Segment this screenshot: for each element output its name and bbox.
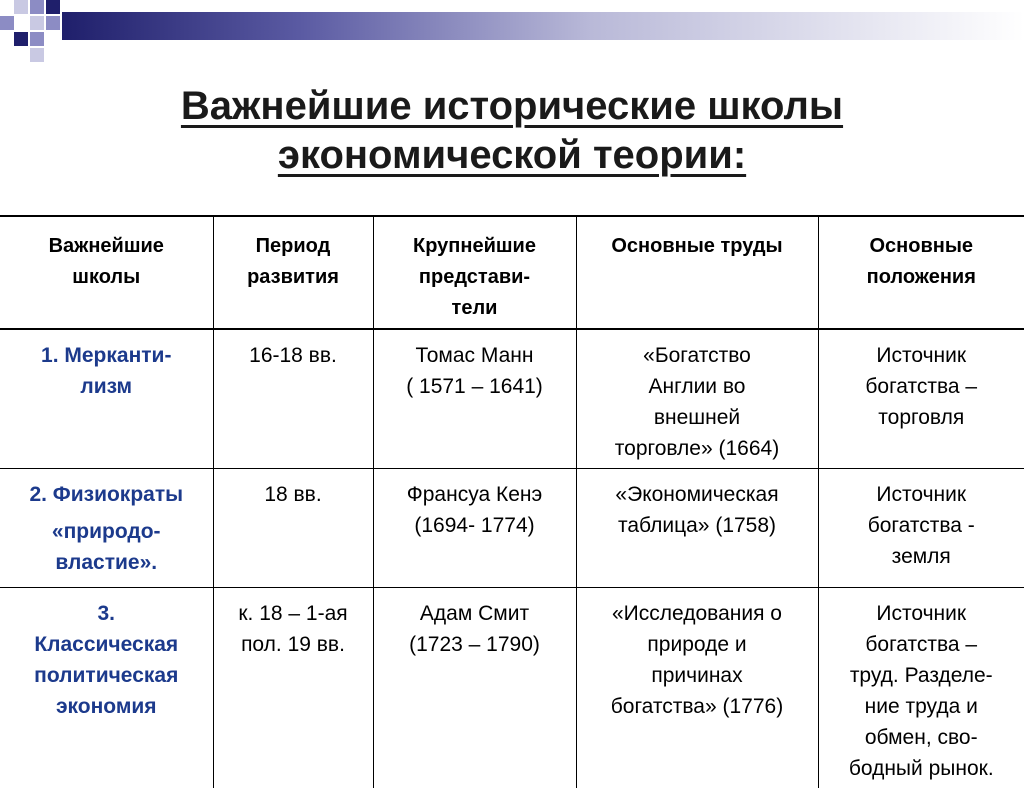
title-line-1: Важнейшие исторические школы [0, 82, 1024, 131]
decor-square [14, 0, 28, 14]
cell-principles: Источник богатства – труд. Разделе- ние труда и обмен, сво- бодный рынок. [818, 588, 1024, 788]
cell-works: «Исследования о природе и причинах богатства» (1776) [576, 588, 818, 788]
cell-period: к. 18 – 1-ая пол. 19 вв. [213, 588, 373, 788]
slide-title [0, 82, 1024, 180]
decor-gradient-bar [62, 12, 1024, 40]
header-principles: Основные положения [818, 216, 1024, 329]
table-row-classical [0, 588, 1024, 788]
decor-square [30, 16, 44, 30]
table-row-physiocrats [0, 469, 1024, 588]
cell-school: 2. Физиократы «природо- властие». [0, 469, 213, 588]
cell-period: 18 вв. [213, 469, 373, 588]
cell-representative: Франсуа Кенэ (1694- 1774) [373, 469, 576, 588]
schools-table [0, 215, 1024, 788]
decor-square [46, 16, 60, 30]
header-schools: Важнейшие школы [0, 216, 213, 329]
decor-square [30, 0, 44, 14]
decor-square [14, 32, 28, 46]
cell-period: 16-18 вв. [213, 329, 373, 469]
title-line-2: экономической теории: [0, 131, 1024, 180]
decor-square [0, 16, 14, 30]
decor-square [30, 32, 44, 46]
table-row-mercantilism [0, 329, 1024, 469]
cell-principles: Источник богатства - земля [818, 469, 1024, 588]
title-decoration [0, 0, 1024, 60]
header-period: Период развития [213, 216, 373, 329]
cell-representative: Адам Смит (1723 – 1790) [373, 588, 576, 788]
decor-square [46, 0, 60, 14]
header-works: Основные труды [576, 216, 818, 329]
cell-school: 1. Мерканти- лизм [0, 329, 213, 469]
decor-square [30, 48, 44, 62]
cell-representative: Томас Манн ( 1571 – 1641) [373, 329, 576, 469]
cell-principles: Источник богатства – торговля [818, 329, 1024, 469]
cell-school: 3. Классическая политическая экономия [0, 588, 213, 788]
header-representatives: Крупнейшие представи- тели [373, 216, 576, 329]
cell-works: «Экономическая таблица» (1758) [576, 469, 818, 588]
header-row [0, 216, 1024, 329]
cell-works: «Богатство Англии во внешней торговле» (1664) [576, 329, 818, 469]
